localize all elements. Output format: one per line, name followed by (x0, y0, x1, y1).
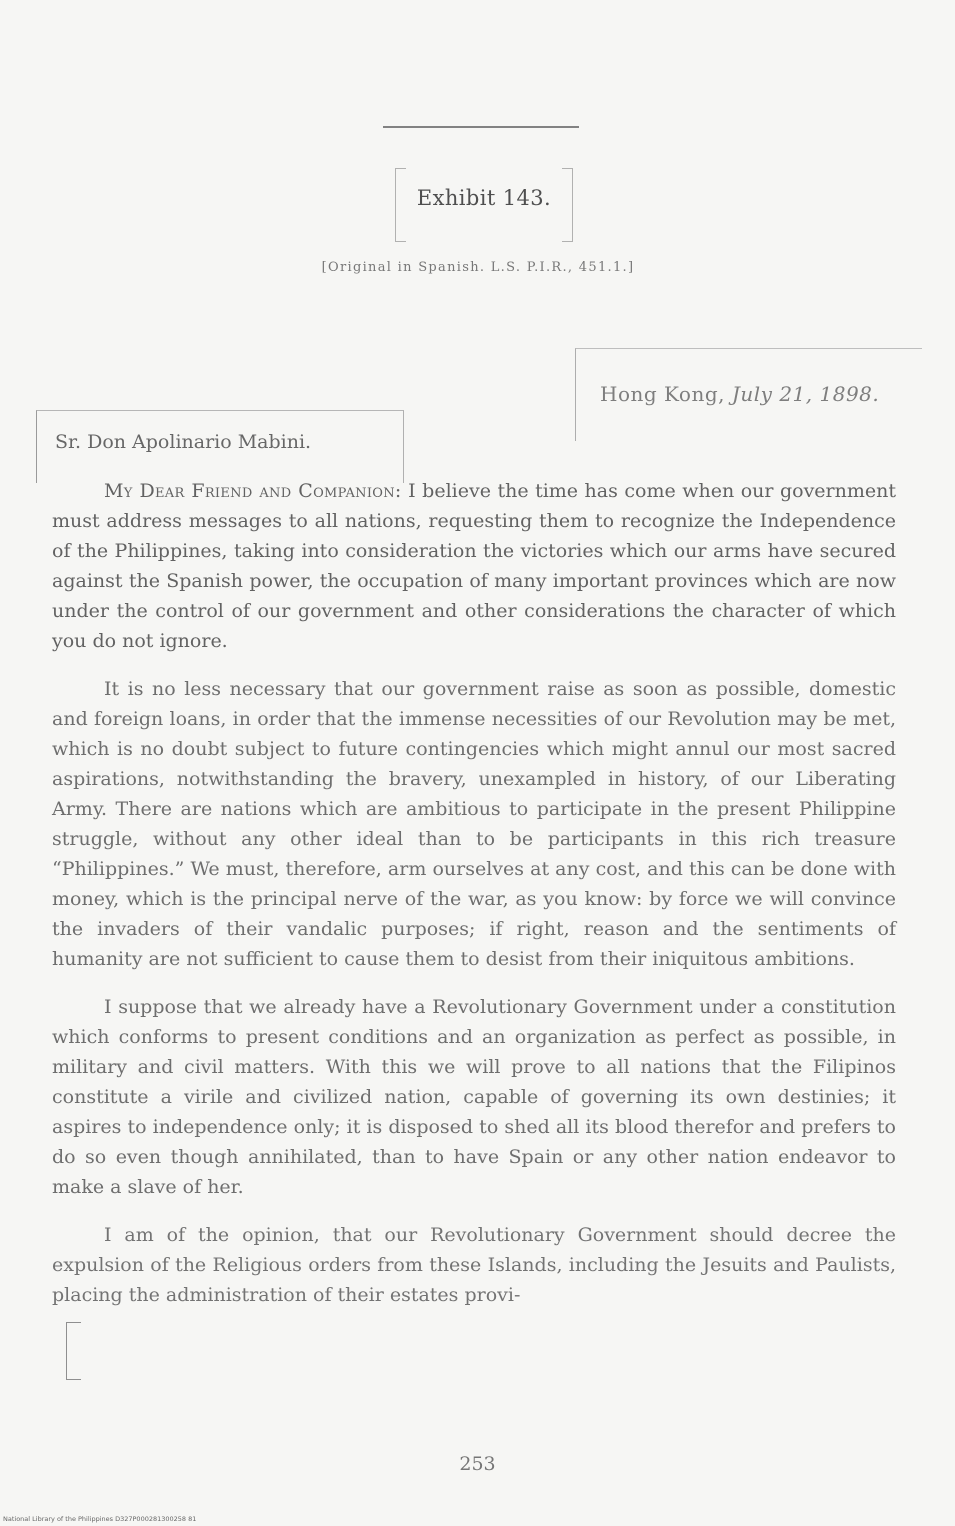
paragraph-3: I suppose that we already have a Revolutionary Government under a constitution which conforms to present conditions and an organization as perfect as possible, in military and civil matters. With this we will prove to all nations that the Filipinos constitute a virile and civilized nation, capable of governing its own destinies; it aspires to independence only; it is disposed to shed all its blood therefor and prefers to do so even though annihilated, than to have Spain or any other nation endeavor to make a slave of her. (52, 996, 896, 1198)
paragraph-1 (52, 476, 896, 656)
place: Hong Kong, (600, 382, 726, 406)
paragraph-1-text: I believe the time has come when our government must address messages to all nations, requesting them to recognize the Independence of the Philippines, taking into consideration the victories which our arms have secured against the Spanish power, the occupation of many important provinces which are now under the control of our government and other considerations the character of which you do not ignore. (52, 480, 896, 652)
top-rule (383, 126, 579, 128)
page-number: 253 (459, 1453, 496, 1475)
addressee-box (36, 410, 404, 483)
place-date-box (575, 348, 922, 441)
date: July 21, 1898. (731, 382, 880, 406)
exhibit-title: Exhibit 143. (416, 186, 552, 210)
place-date (600, 382, 879, 406)
letter-body (52, 476, 896, 1310)
source-note: [Original in Spanish. L.S. P.I.R., 451.1.] (321, 260, 635, 275)
salutation: My Dear Friend and Companion: (104, 480, 402, 502)
paragraph-2: It is no less necessary that our government raise as soon as possible, domestic and foreign loans, in order that the immense necessities of our Revolution may be met, which is no doubt subject to future contingencies which might annul our most sacred aspirations, notwithstanding the bravery, unexampled in history, of our Liberating Army. There are nations which are ambitious to participate in the present Philippine struggle, without any other ideal than to be participants in this rich treasure “Philippines.” We must, therefore, arm ourselves at any cost, and this can be done with money, which is the principal nerve of the war, as you know: by force we will convince the invaders of their vandalic purposes; if right, reason and the sentiments of humanity are not sufficient to cause them to desist from their iniquitous ambitions. (52, 678, 896, 970)
exhibit-heading-box (395, 168, 573, 240)
paragraph-4: I am of the opinion, that our Revolutionary Government should decree the expulsion of the Religious orders from these Islands, including the Jesuits and Paulists, placing the administration of their estates provi- (52, 1224, 896, 1306)
footer-credit: National Library of the Philippines D327P000281300258 81 (3, 1515, 197, 1523)
section-bracket-mark (66, 1322, 81, 1380)
right-bracket-mark (562, 168, 573, 242)
addressee: Sr. Don Apolinario Mabini. (55, 431, 312, 453)
